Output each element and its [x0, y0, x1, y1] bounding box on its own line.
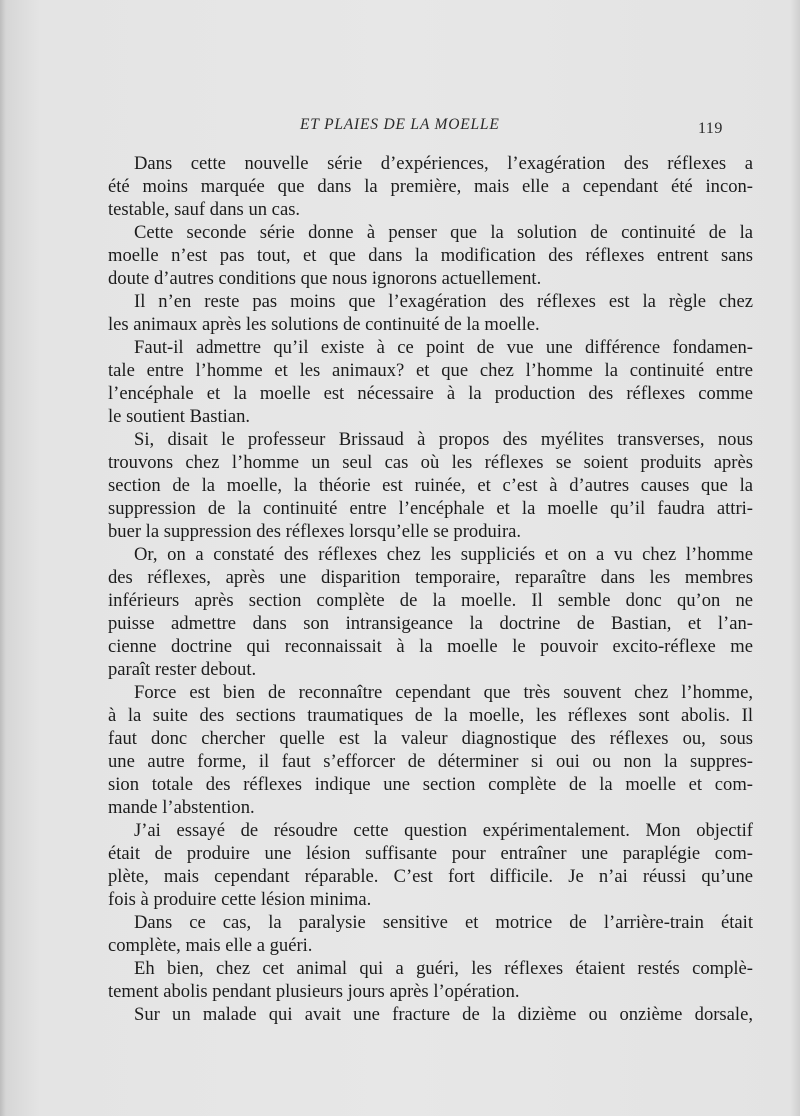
- text-line: Cette seconde série donne à penser que la solution de continuité de la: [134, 222, 753, 243]
- text-line: suppression de la continuité entre l’encéphale et la moelle qu’il faudra attri-: [108, 498, 753, 519]
- text-line: plète, mais cependant réparable. C’est fort difficile. Je n’ai réussi qu’une: [108, 866, 753, 887]
- text-line: à la suite des sections traumatiques de la moelle, les réflexes sont abolis. Il: [108, 705, 753, 726]
- text-line: Force est bien de reconnaître cependant que très souvent chez l’homme,: [134, 682, 753, 703]
- page-number: 119: [698, 120, 723, 137]
- page-header: [0, 116, 800, 140]
- text-line: était de produire une lésion suffisante pour entraîner une paraplégie com-: [108, 843, 753, 864]
- text-line: faut donc chercher quelle est la valeur diagnostique des réflexes ou, sous: [108, 728, 753, 749]
- text-line: trouvons chez l’homme un seul cas où les réflexes se soient produits après: [108, 452, 753, 473]
- text-line: inférieurs après section complète de la moelle. Il semble donc qu’on ne: [108, 590, 753, 611]
- text-line: complète, mais elle a guéri.: [108, 935, 313, 956]
- text-line: tement abolis pendant plusieurs jours après l’opération.: [108, 981, 520, 1002]
- text-line: une autre forme, il faut s’efforcer de déterminer si oui ou non la suppres-: [108, 751, 753, 772]
- text-line: J’ai essayé de résoudre cette question expérimentalement. Mon objectif: [134, 820, 753, 841]
- text-line: cienne doctrine qui reconnaissait à la moelle le pouvoir excito-réflexe me: [108, 636, 753, 657]
- text-line: Sur un malade qui avait une fracture de la dizième ou onzième dorsale,: [134, 1004, 753, 1025]
- text-line: Il n’en reste pas moins que l’exagération des réflexes est la règle chez: [134, 291, 753, 312]
- text-line: paraît rester debout.: [108, 659, 257, 680]
- text-line: le soutient Bastian.: [108, 406, 251, 427]
- text-line: moelle n’est pas tout, et que dans la modification des réflexes entrent sans: [108, 245, 753, 266]
- text-line: des réflexes, après une disparition temporaire, reparaître dans les membres: [108, 567, 753, 588]
- running-title: ET PLAIES DE LA MOELLE: [300, 116, 500, 133]
- text-line: fois à produire cette lésion minima.: [108, 889, 372, 910]
- text-line: Si, disait le professeur Brissaud à propos des myélites transverses, nous: [134, 429, 753, 450]
- text-line: Or, on a constaté des réflexes chez les suppliciés et on a vu chez l’homme: [134, 544, 753, 565]
- text-line: l’encéphale et la moelle est nécessaire à la production des réflexes comme: [108, 383, 753, 404]
- text-line: Dans ce cas, la paralysie sensitive et motrice de l’arrière-train était: [134, 912, 753, 933]
- text-line: les animaux après les solutions de continuité de la moelle.: [108, 314, 540, 335]
- text-line: puisse admettre dans son intransigeance la doctrine de Bastian, et l’an-: [108, 613, 753, 634]
- text-line: Dans cette nouvelle série d’expériences, l’exagération des réflexes a: [134, 153, 753, 174]
- text-line: buer la suppression des réflexes lorsqu’elle se produira.: [108, 521, 522, 542]
- text-line: mande l’abstention.: [108, 797, 255, 818]
- body-text: [108, 152, 753, 1026]
- text-line: testable, sauf dans un cas.: [108, 199, 301, 220]
- text-line: tale entre l’homme et les animaux? et que chez l’homme la continuité entre: [108, 360, 753, 381]
- text-line: Eh bien, chez cet animal qui a guéri, les réflexes étaient restés complè-: [134, 958, 753, 979]
- text-line: doute d’autres conditions que nous ignorons actuellement.: [108, 268, 542, 289]
- text-line: sion totale des réflexes indique une section complète de la moelle et com-: [108, 774, 753, 795]
- text-line: section de la moelle, la théorie est ruinée, et c’est à d’autres causes que la: [108, 475, 753, 496]
- text-line: été moins marquée que dans la première, mais elle a cependant été incon-: [108, 176, 753, 197]
- text-line: Faut-il admettre qu’il existe à ce point de vue une différence fondamen-: [134, 337, 753, 358]
